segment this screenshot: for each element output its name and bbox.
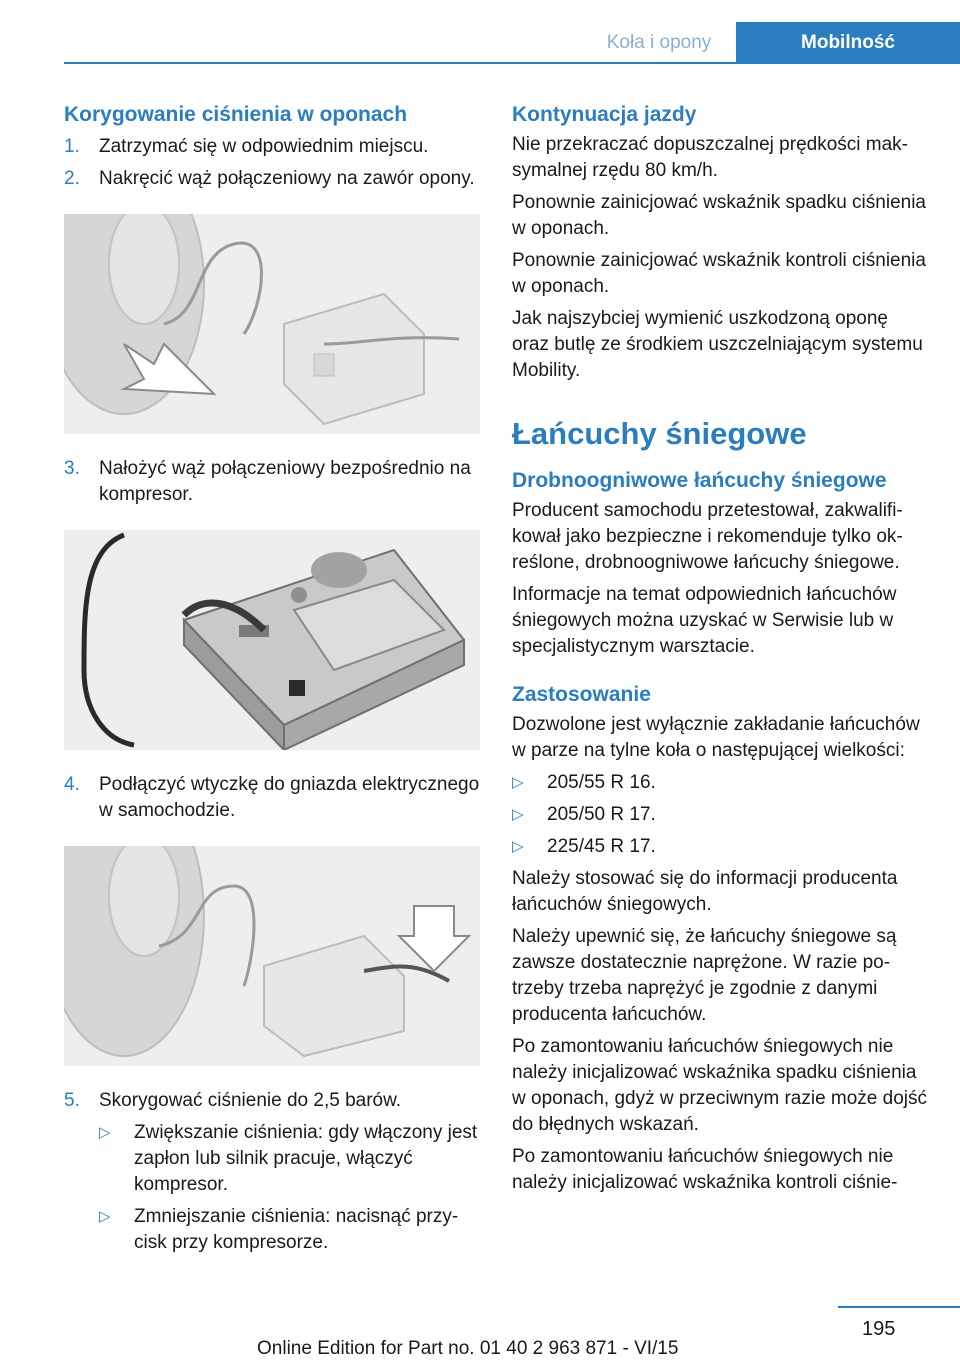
step-item (64, 1088, 480, 1114)
tire-size: 225/45 R 17. (547, 836, 656, 857)
bullet-item (99, 1120, 480, 1198)
step-text: Podłączyć wtyczkę do gniazda elektrycznego w samochodzie. (99, 774, 480, 821)
paragraph: Ponownie zainicjować wskaźnik spadku ciśnienia w oponach. (512, 192, 926, 239)
step-number: 1. (64, 136, 80, 157)
size-list-item (512, 770, 928, 796)
paragraph: Producent samochodu przetestował, zakwalifikował jako bezpieczne i rekomenduje tylko określone, drobnoogniwowe łańcuchy śniegowe. (512, 500, 903, 573)
footer-rule (838, 1306, 960, 1308)
section-heading-continue: Kontynuacja jazdy (512, 103, 697, 126)
size-list-item (512, 834, 928, 860)
figure-plug-in-socket (64, 846, 480, 1066)
page-number: 195 (862, 1318, 896, 1340)
section-heading-pressure: Korygowanie ciśnienia w oponach (64, 103, 408, 126)
left-column (64, 100, 480, 1262)
step-item (64, 166, 480, 192)
right-column (512, 100, 928, 1202)
paragraph: Dozwolone jest wyłącznie zakładanie łańcuchów w parze na tylne koła o następującej wielkości: (512, 714, 920, 761)
step-item (64, 456, 480, 508)
bullet-arrow-icon: ▷ (99, 1208, 111, 1225)
step-number: 2. (64, 168, 80, 189)
step-number: 5. (64, 1090, 80, 1111)
section-heading-usage: Zastosowanie (512, 683, 651, 706)
tab-section-wheels[interactable]: Koła i opony (583, 22, 735, 62)
step-text: Nałożyć wąż połączeniowy bezpośrednio na kompresor. (99, 458, 471, 505)
bullet-arrow-icon: ▷ (99, 1124, 111, 1141)
paragraph: Jak najszybciej wymienić uszkodzoną oponę oraz butlę ze środkiem uszczelniającym systemu Mobility. (512, 308, 923, 381)
section-heading-fine-chains: Drobnoogniwowe łańcuchy śniegowe (512, 469, 887, 492)
bullet-arrow-icon: ▷ (512, 806, 524, 823)
bullet-item (99, 1204, 480, 1256)
step-item (64, 772, 480, 824)
step-text: Zatrzymać się w odpowiednim miejscu. (99, 136, 429, 157)
paragraph: Po zamontowaniu łańcuchów śniegowych nie należy inicjalizować wskaźnika kontroli ciśnie- (512, 1146, 898, 1193)
bullet-text: Zmniejszanie ciśnienia: nacisnąć przycisk przy kompresorze. (134, 1206, 459, 1253)
step-item (64, 134, 480, 160)
chapter-heading-chains: Łańcuchy śniegowe (512, 416, 807, 451)
tab-chapter-mobility[interactable]: Mobilność (736, 22, 960, 64)
step-number: 3. (64, 458, 80, 479)
paragraph: Informacje na temat odpowiednich łańcuchów śniegowych można uzyskać w Serwisie lub w specjalistycznym warsztacie. (512, 584, 897, 657)
bullet-text: Zwiększanie ciśnienia: gdy włączony jest zapłon lub silnik pracuje, włączyć kompresor. (134, 1122, 478, 1195)
step-number: 4. (64, 774, 80, 795)
paragraph: Należy upewnić się, że łańcuchy śniegowe są zawsze dostatecznie naprężone. W razie potrzeby trzeba naprężyć je zgodnie z danymi producenta łańcuchów. (512, 926, 897, 1025)
paragraph: Ponownie zainicjować wskaźnik kontroli ciśnienia w oponach. (512, 250, 926, 297)
edition-note: Online Edition for Part no. 01 40 2 963 871 - VI/15 (257, 1338, 679, 1359)
paragraph: Po zamontowaniu łańcuchów śniegowych nie należy inicjalizować wskaźnika spadku ciśnienia w oponach, gdyż w przeciwnym razie może dojść do błędnych wskazań. (512, 1036, 928, 1135)
tire-size: 205/50 R 17. (547, 804, 656, 825)
bullet-arrow-icon: ▷ (512, 838, 524, 855)
step-text: Nakręcić wąż połączeniowy na zawór opony. (99, 168, 475, 189)
header-rule (64, 62, 960, 64)
tire-size: 205/55 R 16. (547, 772, 656, 793)
figure-hose-to-valve (64, 214, 480, 434)
bullet-arrow-icon: ▷ (512, 774, 524, 791)
paragraph: Nie przekraczać dopuszczalnej prędkości maksymalnej rzędu 80 km/h. (512, 134, 908, 181)
figure-hose-to-compressor (64, 530, 480, 750)
size-list-item (512, 802, 928, 828)
step-text: Skorygować ciśnienie do 2,5 barów. (99, 1090, 402, 1111)
paragraph: Należy stosować się do informacji producenta łańcuchów śniegowych. (512, 868, 898, 915)
